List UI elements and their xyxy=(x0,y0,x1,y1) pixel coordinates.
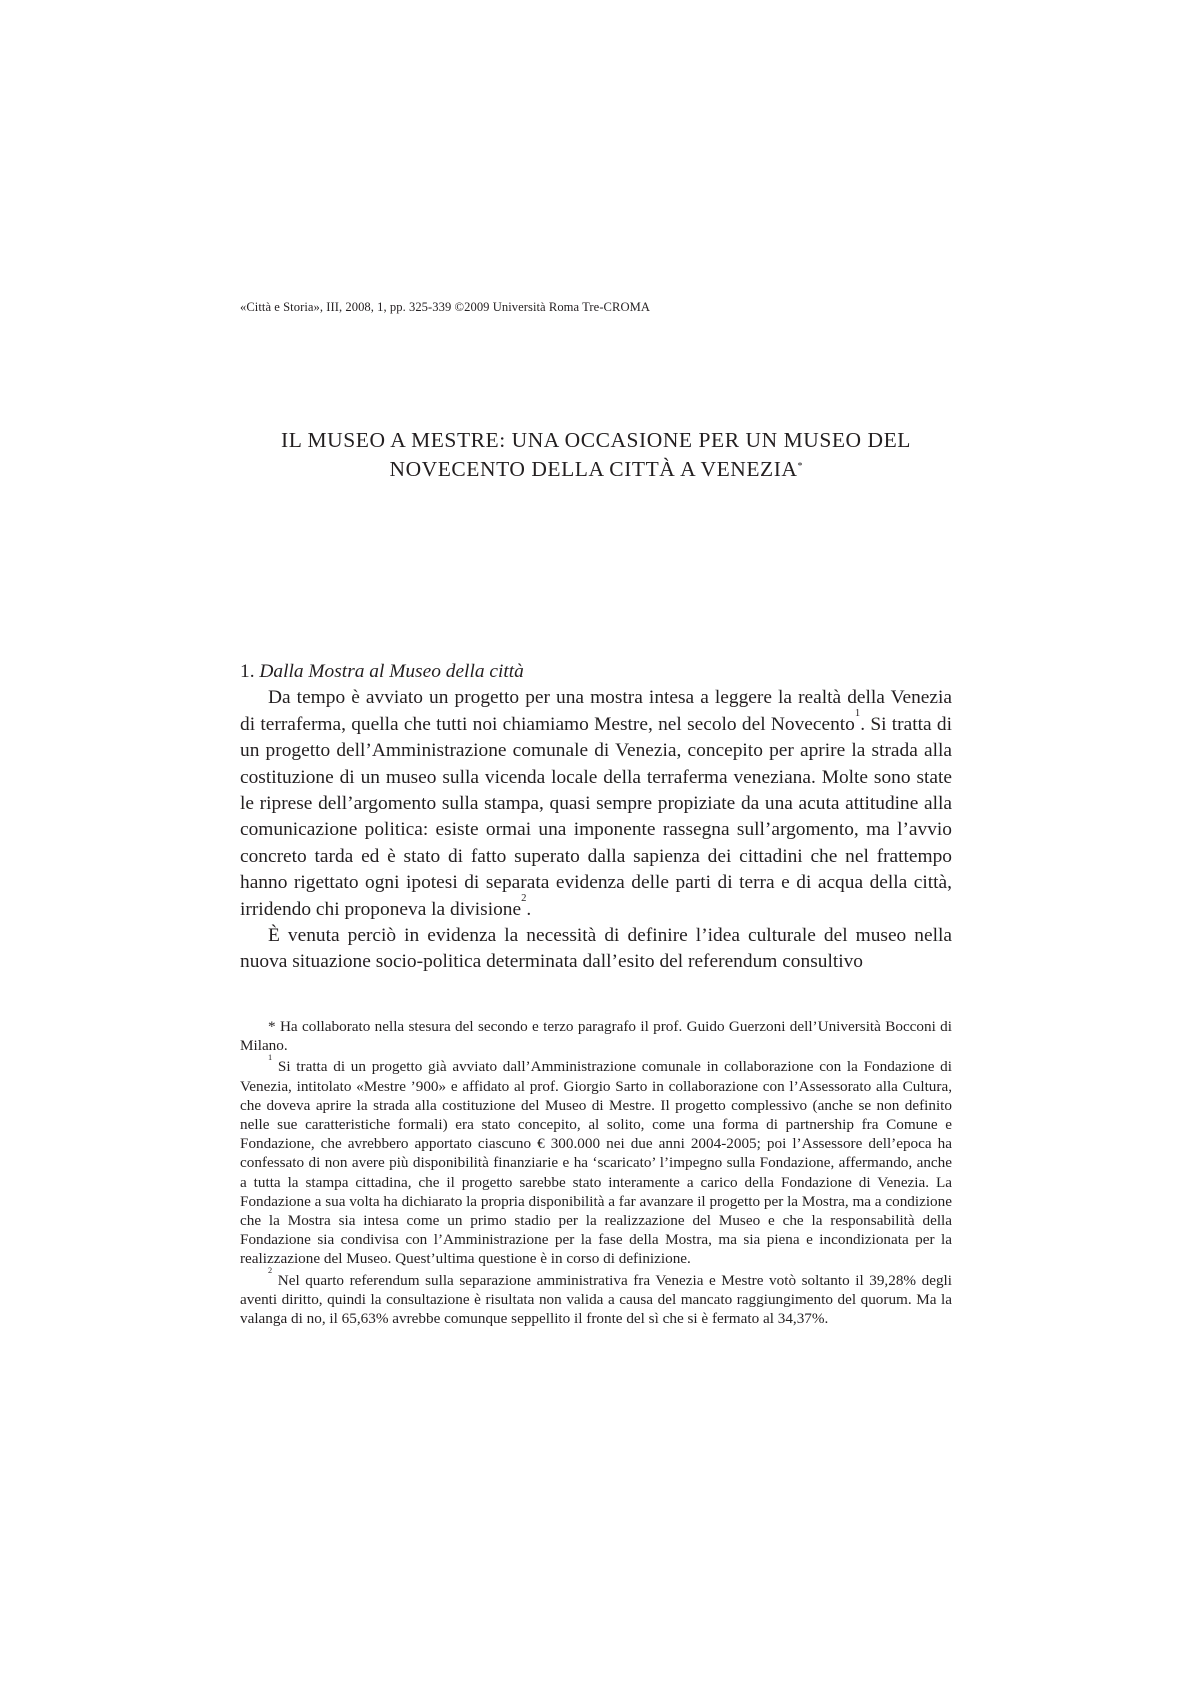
paragraph-1-text-b: . Si tratta di un progetto dell’Amministrazione comunale di Venezia, concepito per aprire la strada alla costituzione di un museo sulla vicenda locale della terraferma veneziana. Molte sono state le riprese dell’argomento sulla stampa, quasi sempre propiziate da una acuta attitudine alla comunicazione politica: esiste ormai una imponente rassegna sull’argomento, ma l’avvio concreto tarda ed è stato di fatto superato dalla sapienza dei cittadini che nel frattempo hanno rigettato ogni ipotesi di separata evidenza delle parti di terra e di acqua della città, irridendo chi proponeva la divisione xyxy=(240,713,952,920)
footnotes xyxy=(240,1017,952,1330)
footnote-2 xyxy=(240,1266,952,1329)
section-heading xyxy=(240,659,952,685)
title-footnote-mark[interactable]: * xyxy=(797,461,803,472)
paragraph-1 xyxy=(240,685,952,923)
title-line-2-text: NOVECENTO DELLA CITTÀ A VENEZIA xyxy=(389,457,798,481)
title-line-1: IL MUSEO A MESTRE: UNA OCCASIONE PER UN MUSEO DEL xyxy=(281,428,911,452)
paragraph-2: È venuta perciò in evidenza la necessità di definire l’idea culturale del museo nella nuova situazione socio-politica determinata dall’esito del referendum consultivo xyxy=(240,925,952,973)
footnote-1-text: Si tratta di un progetto già avviato dall’Amministrazione comunale in collaborazione con la Fondazione di Venezia, intitolato «Mestre ’900» e affidato al prof. Giorgio Sarto in collaborazione con l’Assessorato alla Cultura, che doveva aprire la strada alla costituzione del Museo di Mestre. Il progetto complessivo (anche se non definito nelle sue caratteristiche formali) era stato concepito, al solito, come una forma di partnership fra Comune e Fondazione, che avrebbero apportato ciascuno € 300.000 nei due anni 2004-2005; poi l’Assessore dell’epoca ha confessato di non avere più disponibilità finanziarie e ha ‘scaricato’ l’impegno sulla Fondazione, affermando, anche a tutta la stampa cittadina, che il progetto sarebbe stato interamente a carico della Fondazione di Venezia. La Fondazione a sua volta ha dichiarato la propria disponibilità a far avanzare il progetto per la Mostra, ma a condizione che la Mostra sia intesa come un primo stadio per la realizzazione del Museo e che la responsabilità della Fondazione sia condivisa con l’Amministrazione per la fase della Mostra, ma sia piena e incondizionata per la realizzazione del Museo. Quest’ultima questione è in corso di definizione. xyxy=(240,1058,952,1268)
journal-citation: «Città e Storia», III, 2008, 1, pp. 325-339 ©2009 Università Roma Tre-CROMA xyxy=(240,300,650,314)
section-number: 1. xyxy=(240,661,260,682)
footnote-2-text: Nel quarto referendum sulla separazione amministrativa fra Venezia e Mestre votò soltanto il 39,28% degli aventi diritto, quindi la consultazione è risultata non valida a causa del mancato raggiungimento del quorum. Ma la valanga di no, il 65,63% avrebbe comunque seppellito il fronte del sì che si è fermato al 34,37%. xyxy=(240,1271,952,1328)
title-line-2 xyxy=(240,455,952,484)
footnote-star: * Ha collaborato nella stesura del secondo e terzo paragrafo il prof. Guido Guerzoni dell’Università Bocconi di Milano. xyxy=(240,1018,952,1055)
body-text xyxy=(240,659,952,976)
article-title xyxy=(240,426,952,484)
paragraph-1-text-c: . xyxy=(526,898,532,920)
footnote-1-mark: 1 xyxy=(268,1053,273,1063)
section-title: Dalla Mostra al Museo della città xyxy=(259,661,524,682)
running-header xyxy=(240,299,952,315)
footnote-1 xyxy=(240,1053,952,1268)
footnote-ref-2[interactable]: 2 xyxy=(521,891,527,904)
paragraph-1-text-a: Da tempo è avviato un progetto per una mostra intesa a leggere la realtà della Venezia di terraferma, quella che tutti noi chiamiamo Mestre, nel secolo del Novecento xyxy=(240,687,952,735)
footnote-ref-1[interactable]: 1 xyxy=(854,706,861,719)
footnote-2-mark: 2 xyxy=(268,1266,273,1276)
